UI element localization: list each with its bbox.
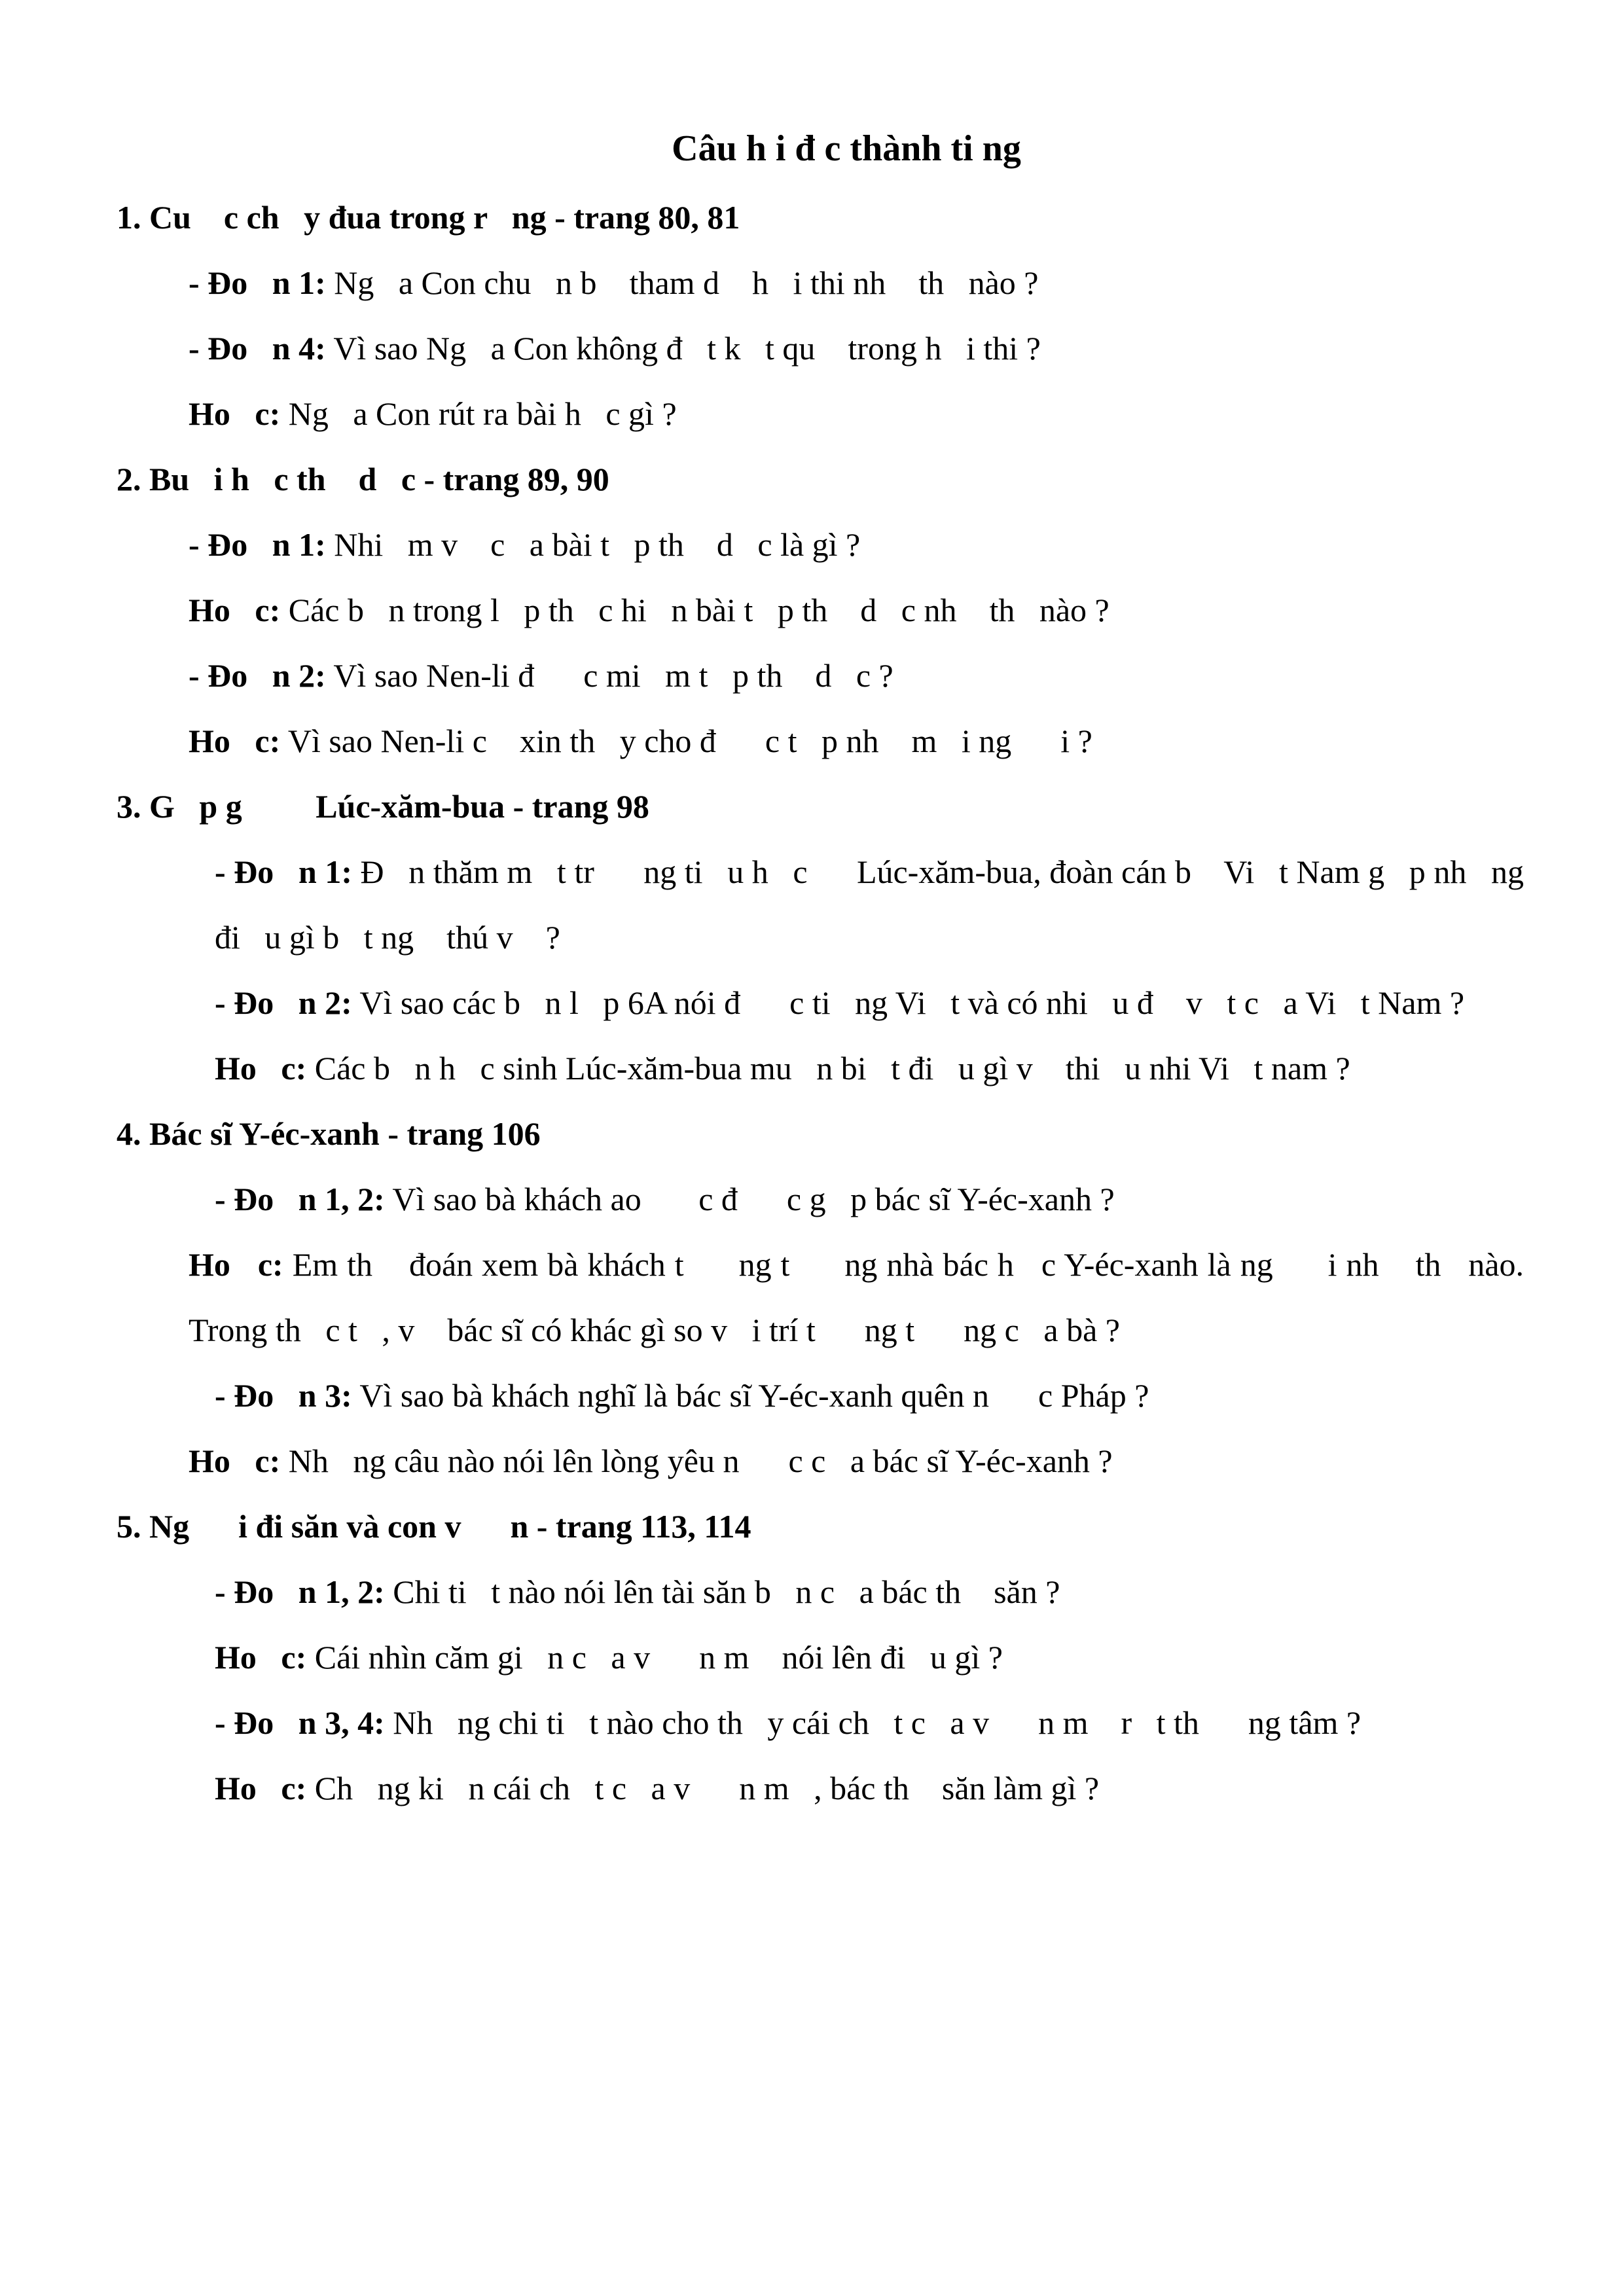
question-label: - Đo n 2: <box>189 657 326 694</box>
question-text: Các b n h c sinh Lúc-xăm-bua mu n bi t đi u gì v thi u nhi Vi t nam ? <box>306 1050 1350 1086</box>
question-item <box>117 1232 1532 1363</box>
question-label: Ho c: <box>189 723 281 759</box>
question-text: Em th đoán xem bà khách t ng t ng nhà bác h c Y-éc-xanh là ng i nh th nào. Trong th c t , v bác sĩ có khác gì so v i trí t ng t ng c a bà ? <box>189 1246 1532 1348</box>
section-heading-4: 4. Bác sĩ Y-éc-xanh - trang 106 <box>117 1115 541 1152</box>
question-text: Nh ng chi ti t nào cho th y cái ch t c a v n m r t th ng tâm ? <box>384 1704 1362 1741</box>
question-label: Ho c: <box>215 1770 307 1806</box>
question-item <box>117 577 1524 643</box>
question-text: Vì sao bà khách ao c đ c g p bác sĩ Y-éc-xanh ? <box>384 1181 1115 1217</box>
question-label: Ho c: <box>215 1639 307 1676</box>
question-text: Vì sao bà khách nghĩ là bác sĩ Y-éc-xanh quên n c Pháp ? <box>352 1377 1149 1414</box>
document-content <box>117 113 1532 1821</box>
question-item <box>117 839 1532 970</box>
question-item <box>117 1755 1524 1821</box>
question-text: Vì sao các b n l p 6A nói đ c ti ng Vi t và có nhi u đ v t c a Vi t Nam ? <box>352 984 1465 1021</box>
question-text: Nh ng câu nào nói lên lòng yêu n c c a bác sĩ Y-éc-xanh ? <box>280 1443 1113 1479</box>
question-text: Đ n thăm m t tr ng ti u h c Lúc-xăm-bua, đoàn cán b Vi t Nam g p nh ng đi u gì b t ng thú v ? <box>215 853 1532 956</box>
question-item <box>117 512 1524 577</box>
section-heading-3: 3. G p g Lúc-xăm-bua - trang 98 <box>117 788 649 825</box>
question-label: - Đo n 3, 4: <box>215 1704 385 1741</box>
question-item <box>117 643 1524 708</box>
question-text: Vì sao Ng a Con không đ t k t qu trong h i thi ? <box>325 330 1041 367</box>
question-item <box>117 1035 1524 1101</box>
question-text: Nhi m v c a bài t p th d c là gì ? <box>325 526 861 563</box>
question-item <box>117 250 1524 315</box>
question-label: Ho c: <box>189 1443 281 1479</box>
question-label: - Đo n 2: <box>215 984 352 1021</box>
question-label: - Đo n 4: <box>189 330 326 367</box>
question-text: Các b n trong l p th c hi n bài t p th d c nh th nào ? <box>280 592 1110 628</box>
question-item <box>117 315 1524 381</box>
question-label: - Đo n 1, 2: <box>215 1573 385 1610</box>
question-item <box>117 708 1524 774</box>
question-text: Ch ng ki n cái ch t c a v n m , bác th săn làm gì ? <box>306 1770 1100 1806</box>
question-label: - Đo n 1: <box>189 264 326 301</box>
question-item <box>117 1428 1524 1494</box>
page-title: Câu h i đ c thành ti ng <box>672 128 1021 169</box>
question-text: Chi ti t nào nói lên tài săn b n c a bác th săn ? <box>384 1573 1060 1610</box>
question-item <box>117 1624 1524 1690</box>
section-heading-1: 1. Cu c ch y đua trong r ng - trang 80, 81 <box>117 199 740 236</box>
question-label: - Đo n 3: <box>215 1377 352 1414</box>
question-text: Ng a Con rút ra bài h c gì ? <box>280 395 677 432</box>
question-label: Ho c: <box>189 592 281 628</box>
question-text: Vì sao Nen-li đ c mi m t p th d c ? <box>325 657 893 694</box>
question-text: Vì sao Nen-li c xin th y cho đ c t p nh m i ng i ? <box>280 723 1092 759</box>
question-label: - Đo n 1: <box>189 526 326 563</box>
question-label: Ho c: <box>189 395 281 432</box>
question-label: - Đo n 1: <box>215 853 352 890</box>
question-label: Ho c: <box>189 1246 283 1283</box>
question-item <box>117 970 1524 1035</box>
question-text: Ng a Con chu n b tham d h i thi nh th nào ? <box>325 264 1039 301</box>
question-item <box>117 1690 1524 1755</box>
question-item <box>117 1166 1524 1232</box>
question-item <box>117 1559 1524 1624</box>
question-label: Ho c: <box>215 1050 307 1086</box>
question-item <box>117 381 1524 446</box>
question-text: Cái nhìn căm gi n c a v n m nói lên đi u gì ? <box>306 1639 1003 1676</box>
question-item <box>117 1363 1524 1428</box>
question-label: - Đo n 1, 2: <box>215 1181 385 1217</box>
section-heading-5: 5. Ng i đi săn và con v n - trang 113, 114 <box>117 1508 751 1545</box>
section-heading-2: 2. Bu i h c th d c - trang 89, 90 <box>117 461 609 497</box>
